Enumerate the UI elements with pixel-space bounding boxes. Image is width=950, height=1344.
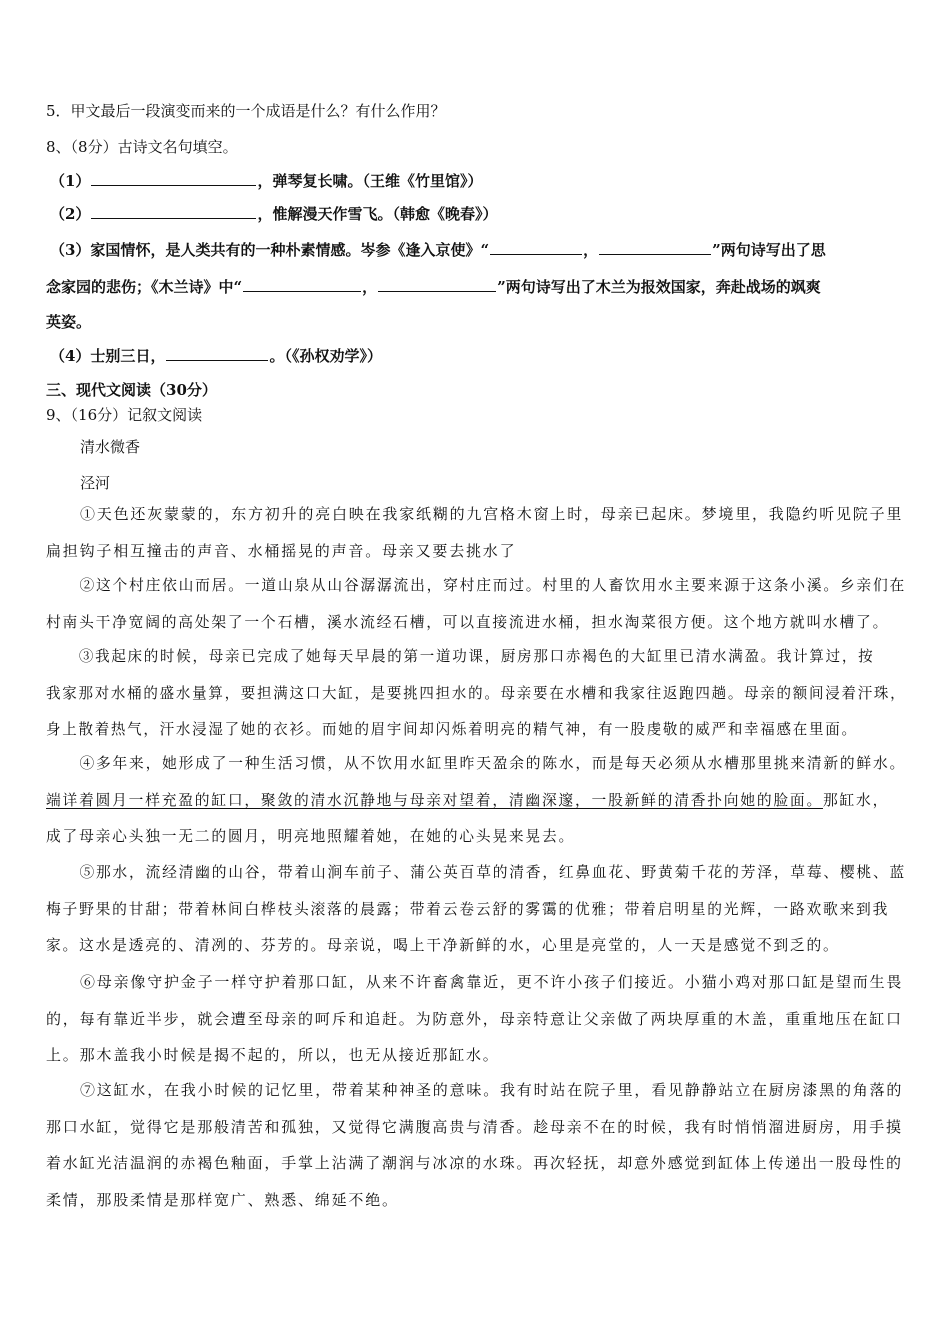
paragraph-1: ①天色还灰蒙蒙的，东方初升的亮白映在我家纸糊的九宫格木窗上时，母亲已起床。梦境里，我隐约听见院子里 扁担钩子相互撞击的声音、水桶摇晃的声音。母亲又要去挑水了 (46, 505, 904, 560)
answer-blank[interactable] (490, 239, 582, 255)
answer-blank[interactable] (378, 276, 496, 292)
q8-item-1: （1） ，弹琴复长啸。（王维《竹里馆》） (50, 172, 483, 190)
question-8-header: 8、（8分）古诗文名句填空。 (46, 138, 238, 156)
article-author: 泾河 (80, 474, 111, 492)
paragraph-3: ③我起床的时候，母亲已完成了她每天早晨的第一道功课，厨房那口赤褐色的大缸里已清水满盈。我计算过，按 我家那对水桶的盛水量算，要担满这口大缸，是要挑四担水的。母亲要在水槽和我家往返跑四趟。母亲的额间浸着汗珠， 身上散着热气，汗水浸湿了她的衣衫。而她的眉宇间却闪烁着明亮的精气神，有一股虔敬的威严和幸福感在里面。 (46, 647, 907, 738)
answer-blank[interactable] (91, 170, 256, 186)
question-5: 5．甲文最后一段演变而来的一个成语是什么？有什么作用？ (46, 102, 446, 120)
answer-blank[interactable] (599, 239, 711, 255)
q8-item-2: （2） ，惟解漫天作雪飞。（韩愈《晚春》） (50, 205, 498, 223)
answer-blank[interactable] (243, 276, 361, 292)
underlined-sentence: 端详着圆月一样充盈的缸口，聚敛的清水沉静地与母亲对望着，清幽深邃，一股新鲜的清香扑向她的脸面。 (46, 790, 823, 809)
question-9-header: 9、（16分）记叙文阅读 (46, 406, 203, 424)
section-3-heading: 三、现代文阅读（30分） (46, 381, 217, 399)
paragraph-5: ⑤那水，流经清幽的山谷，带着山涧车前子、蒲公英百草的清香，红鼻血花、野黄菊千花的芳泽，草莓、樱桃、蓝 梅子野果的甘甜；带着林间白桦枝头滚落的晨露；带着云卷云舒的雾霭的优雅；带着启明星的光辉，一路欢歌来到我 家。这水是透亮的、清冽的、芬芳的。母亲说，喝上干净新鲜的水，心里是亮堂的，人一天是感觉不到乏的。 (46, 863, 907, 954)
paragraph-2: ②这个村庄依山而居。一道山泉从山谷潺潺流出，穿村庄而过。村里的人畜饮用水主要来源于这条小溪。乡亲们在 村南头干净宽阔的高处架了一个石槽，溪水流经石槽，可以直接流进水桶，担水淘菜很方便。这个地方就叫水槽了。 (46, 576, 907, 631)
article-title: 清水微香 (80, 438, 141, 456)
paragraph-6: ⑥母亲像守护金子一样守护着那口缸，从来不许畜禽靠近，更不许小孩子们接近。小猫小鸡对那口缸是望而生畏 的，每有靠近半步，就会遭至母亲的呵斥和追赶。为防意外，母亲特意让父亲做了两块厚重的木盖，重重地压在缸口 上。那木盖我小时候是揭不起的，所以，也无从接近那缸水。 (46, 973, 904, 1064)
q8-item-3-line3: 英姿。 (46, 313, 92, 331)
paragraph-4: ④多年来，她形成了一种生活习惯，从不饮用水缸里昨天盈余的陈水，而是每天必须从水槽那里挑来清新的鲜水。 端详着圆月一样充盈的缸口，聚敛的清水沉静地与母亲对望着，清幽深邃，一股新鲜的清香扑向她的脸面。那缸水， 成了母亲心头独一无二的圆月，明亮地照耀着她，在她的心头晃来晃去。 (46, 754, 907, 845)
q8-item-3-line1: （3）家国情怀，是人类共有的一种朴素情感。岑参《逢入京使》“ ， ”两句诗写出了思 (50, 241, 826, 259)
answer-blank[interactable] (166, 345, 268, 361)
q8-item-4: （4）士别三日， 。（《孙权劝学》） (50, 347, 382, 365)
answer-blank[interactable] (91, 203, 256, 219)
q8-item-3-line2: 念家园的悲伤；《木兰诗》中“ ， ”两句诗写出了木兰为报效国家，奔赴战场的飒爽 (46, 278, 821, 296)
paragraph-7: ⑦这缸水，在我小时候的记忆里，带着某种神圣的意味。我有时站在院子里，看见静静站立在厨房漆黑的角落的 那口水缸，觉得它是那般清苦和孤独，又觉得它满腹高贵与清香。趁母亲不在的时候，我有时悄悄溜进厨房，用手摸 着水缸光洁温润的赤褐色釉面，手掌上沾满了潮润与冰凉的水珠。再次轻抚，却意外感觉到缸体上传递出一股母性的 柔情，那股柔情是那样宽广、熟悉、绵延不绝。 (46, 1081, 904, 1209)
